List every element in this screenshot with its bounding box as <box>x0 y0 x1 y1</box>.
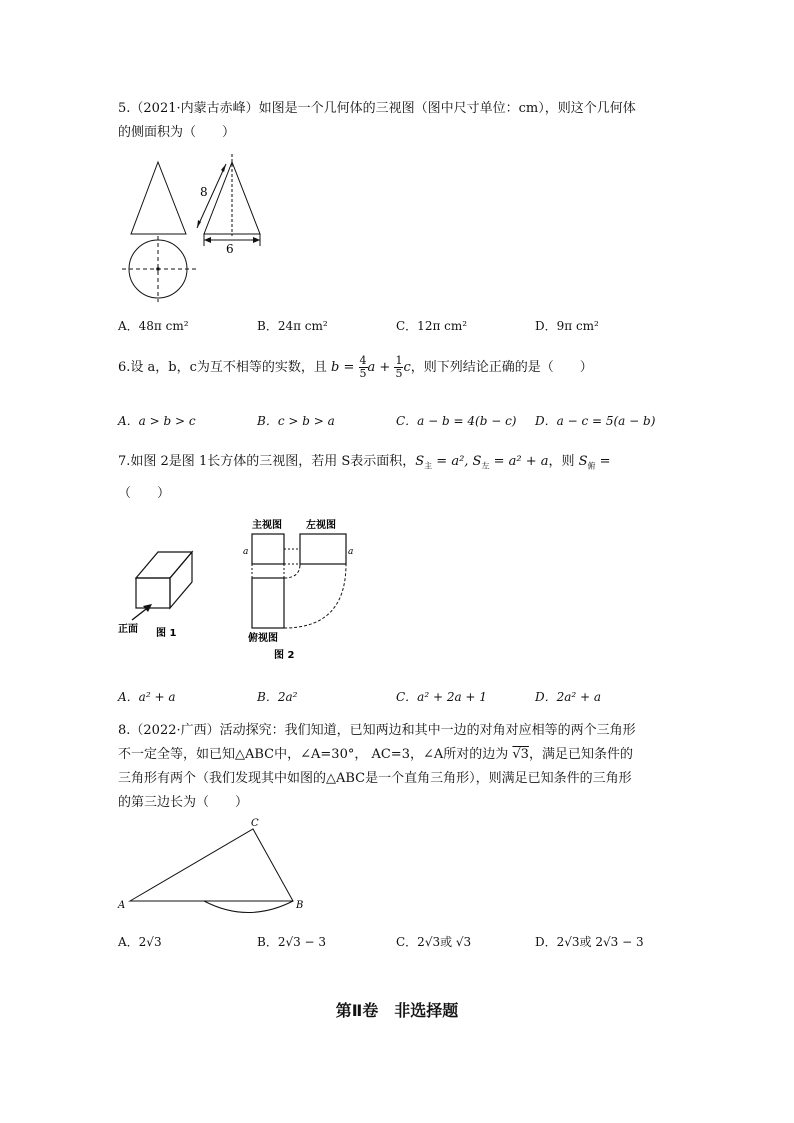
main-view-label: 主视图 <box>252 520 282 531</box>
dim-8-label: 8 <box>200 185 208 199</box>
q7-s-top-sub: 俯 <box>587 461 596 471</box>
q5-option-d[interactable]: D．9π cm² <box>535 319 599 333</box>
q7-s-top-val: = <box>595 454 611 469</box>
q6-option-d[interactable]: D．a − c = 5(a − b) <box>535 414 656 428</box>
q7-s-main-val: = a², <box>432 454 473 469</box>
q8-line1: 8.（2022·广西）活动探究：我们知道，已知两边和其中一边的对角对应相等的两个三角形 <box>118 723 636 738</box>
section-title: 第Ⅱ卷 非选择题 <box>335 1001 459 1020</box>
q6-eq-b: b = <box>331 360 355 375</box>
q7-option-c[interactable]: C．a² + 2a + 1 <box>396 690 487 704</box>
q6-option-c[interactable]: C．a − b = 4(b − c) <box>396 414 517 428</box>
a-label-right: a <box>348 547 354 557</box>
a-label-left: a <box>243 547 249 557</box>
triangle-abc <box>130 829 293 901</box>
q6-fraction-1: $\frac{4}{5}$ <box>359 354 367 380</box>
q7-option-a[interactable]: A．a² + a <box>118 690 176 704</box>
q8-option-a[interactable]: A．2√3 <box>118 935 162 949</box>
main-view-rect <box>252 534 284 564</box>
q6-suffix: ，则下列结论正确的是（ ） <box>410 360 593 375</box>
q8-line2: 不一定全等，如已知△ABC中，∠A=30°， AC=3，∠A所对的边为 √3，满足已知条件的 <box>118 747 633 762</box>
q8-option-b[interactable]: B．2√3 − 3 <box>257 935 327 949</box>
q7-s-main-sub: 主 <box>424 461 433 471</box>
vertex-a-label: A <box>118 900 126 911</box>
q7-option-b[interactable]: B．2a² <box>257 690 298 704</box>
q6-end: c <box>403 360 411 375</box>
q5-three-view-figure <box>118 150 278 306</box>
q5-line1: 5.（2021·内蒙古赤峰）如图是一个几何体的三视图（图中尺寸单位：cm），则这个几何体 <box>118 101 636 116</box>
q5-line2: 的侧面积为（ ） <box>118 125 236 140</box>
q8-option-c[interactable]: C．2√3或 √3 <box>396 935 472 949</box>
q8-line3: 三角形有两个（我们发现其中如图的△ABC是一个直角三角形），则满足已知条件的三角形 <box>118 771 632 786</box>
q8-sqrt3: √3 <box>512 747 529 762</box>
q7-s-top-pre: ，则 <box>548 454 579 469</box>
q7-s-left: S <box>472 454 482 469</box>
q6-stem <box>118 350 593 386</box>
q8-option-d[interactable]: D．2√3或 2√3 − 3 <box>535 935 644 949</box>
q7-figure-2-views <box>240 516 366 662</box>
q7-s-top: S <box>578 454 588 469</box>
q7-s-left-val: = a² + a <box>489 454 549 469</box>
q7-s-left-sub: 左 <box>481 461 490 471</box>
side-view-triangle <box>204 162 260 234</box>
q6-fraction-2: $\frac{1}{5}$ <box>395 354 403 380</box>
top-view-rect <box>252 578 284 628</box>
left-view-label: 左视图 <box>306 520 336 531</box>
q8-line4: 的第三边长为（ ） <box>118 795 249 810</box>
q5-option-c[interactable]: C．12π cm² <box>396 319 468 333</box>
vertex-c-label: C <box>251 818 259 829</box>
vertex-b-label: B <box>296 900 304 911</box>
q5-option-a[interactable]: A．48π cm² <box>118 319 189 333</box>
q7-s-main: S <box>415 454 425 469</box>
front-label: 正面 <box>118 624 138 635</box>
q6-prefix: 6.设 a，b，c为互不相等的实数，且 <box>118 360 327 375</box>
arc <box>204 901 293 913</box>
q7-option-d[interactable]: D．2a² + a <box>535 690 602 704</box>
q8-triangle-figure <box>116 816 316 916</box>
q7-line2: （ ） <box>118 486 171 501</box>
q5-option-b[interactable]: B．24π cm² <box>257 319 328 333</box>
q6-mid: a + <box>367 360 391 375</box>
fig2-label: 图 2 <box>274 650 295 661</box>
front-view-triangle <box>131 162 186 234</box>
top-view-label: 俯视图 <box>248 633 278 644</box>
q7-stem <box>118 454 611 475</box>
fig1-label: 图 1 <box>156 628 177 639</box>
q6-option-a[interactable]: A．a > b > c <box>118 414 196 428</box>
q6-option-b[interactable]: B．c > b > a <box>257 414 335 428</box>
dim-6-label: 6 <box>226 242 234 256</box>
q7-prefix: 7.如图 2是图 1长方体的三视图，若用 S表示面积， <box>118 454 416 469</box>
left-view-rect <box>300 534 346 564</box>
q7-figure-1-cuboid <box>116 540 196 644</box>
